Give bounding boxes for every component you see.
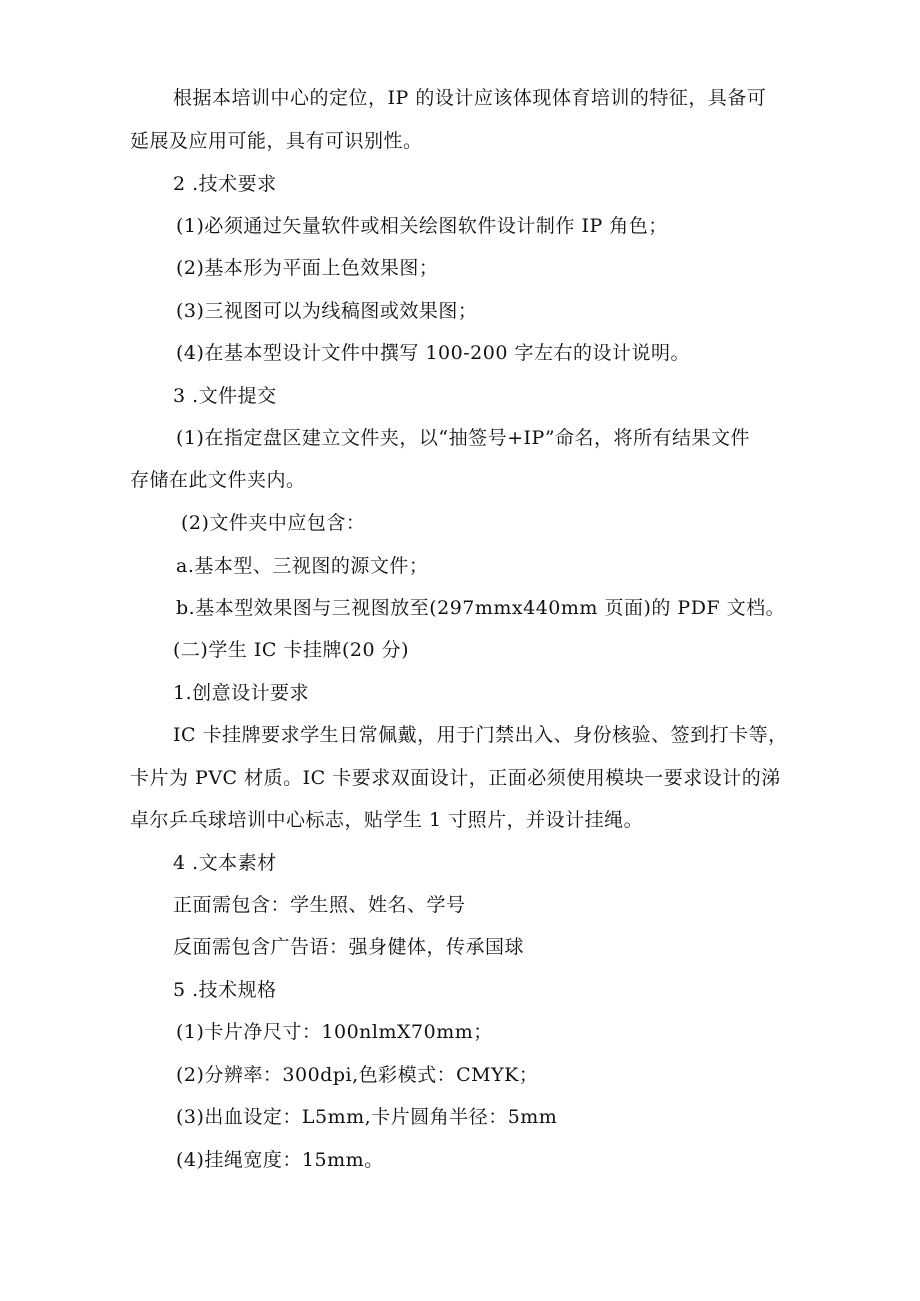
section-heading-ic-card: (二)学生 IC 卡挂牌(20 分): [173, 639, 409, 661]
list-item-file-1-line-2: 存储在此文件夹内。: [130, 469, 306, 491]
paragraph-ip-positioning-line-2: 延展及应用可能，具有可识别性。: [130, 130, 423, 152]
paragraph-ic-card-line-3: 卓尔乒乓球培训中心标志，贴学生 1 寸照片，并设计挂绳。: [130, 809, 644, 831]
sub-item-a: a.基本型、三视图的源文件；: [176, 555, 429, 577]
text-back-contents: 反面需包含广告语：强身健体，传承国球: [173, 936, 525, 958]
spec-item-resolution: (2)分辨率：300dpi,色彩模式：CMYK；: [176, 1064, 539, 1086]
spec-item-card-size: (1)卡片净尺寸：100nlmX70mm；: [176, 1021, 493, 1043]
list-item-file-2: (2)文件夹中应包含：: [181, 512, 366, 534]
list-item-tech-2: (2)基本形为平面上色效果图；: [176, 257, 439, 279]
list-item-tech-1: (1)必须通过矢量软件或相关绘图软件设计制作 IP 角色；: [176, 215, 668, 237]
paragraph-ic-card-line-2: 卡片为 PVC 材质。IC 卡要求双面设计，正面必须使用模块一要求设计的涕: [130, 767, 781, 789]
heading-technical-requirements: 2 .技术要求: [173, 173, 277, 195]
text-front-contents: 正面需包含：学生照、姓名、学号: [173, 894, 466, 916]
paragraph-ic-card-line-1: IC 卡挂牌要求学生日常佩戴，用于门禁出入、身份核验、签到打卡等，: [173, 724, 788, 746]
sub-item-b: b.基本型效果图与三视图放至(297mmx440mm 页面)的 PDF 文档。: [176, 597, 786, 619]
heading-technical-specs: 5 .技术规格: [173, 979, 277, 1001]
list-item-tech-4: (4)在基本型设计文件中撰写 100-200 字左右的设计说明。: [176, 342, 690, 364]
spec-item-bleed: (3)出血设定：L5mm,卡片圆角半径：5mm: [176, 1106, 558, 1128]
heading-file-submission: 3 .文件提交: [173, 385, 277, 407]
list-item-tech-3: (3)三视图可以为线稿图或效果图；: [176, 300, 478, 322]
list-item-file-1-line-1: (1)在指定盘区建立文件夹，以“抽签号+IP”命名，将所有结果文件: [176, 427, 751, 449]
paragraph-ip-positioning-line-1: 根据本培训中心的定位，IP 的设计应该体现体育培训的特征，具备可: [173, 87, 767, 109]
heading-text-material: 4 .文本素材: [173, 852, 277, 874]
spec-item-lanyard-width: (4)挂绳宽度：15mm。: [176, 1149, 384, 1171]
heading-creative-design: 1.创意设计要求: [173, 682, 310, 704]
